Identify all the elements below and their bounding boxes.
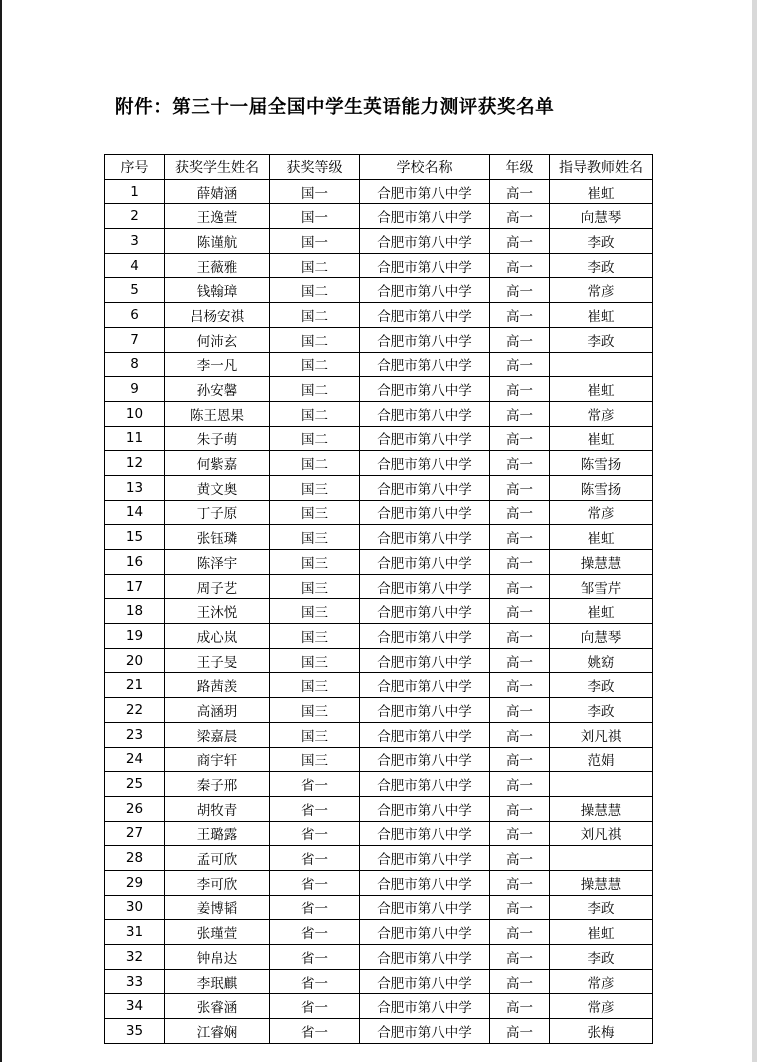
table-row bbox=[105, 920, 653, 945]
table-row bbox=[105, 253, 653, 278]
table-row bbox=[105, 994, 653, 1019]
teacher-name-cell: 常彦 bbox=[550, 401, 653, 426]
student-name-cell: 陈王恩果 bbox=[165, 401, 270, 426]
teacher-name-cell: 常彦 bbox=[550, 994, 653, 1019]
award-level-cell: 国二 bbox=[270, 451, 360, 476]
table-row bbox=[105, 698, 653, 723]
serial-number-cell: 25 bbox=[105, 772, 165, 797]
school-name-cell: 合肥市第八中学 bbox=[360, 401, 490, 426]
table-row bbox=[105, 574, 653, 599]
page-edge-left bbox=[0, 0, 2, 1062]
table-row bbox=[105, 821, 653, 846]
school-name-cell: 合肥市第八中学 bbox=[360, 204, 490, 229]
serial-number-cell: 7 bbox=[105, 327, 165, 352]
teacher-name-cell: 刘凡祺 bbox=[550, 722, 653, 747]
teacher-name-cell: 陈雪扬 bbox=[550, 451, 653, 476]
serial-number-cell: 31 bbox=[105, 920, 165, 945]
serial-number-cell: 5 bbox=[105, 278, 165, 303]
school-name-cell: 合肥市第八中学 bbox=[360, 550, 490, 575]
teacher-name-cell bbox=[550, 846, 653, 871]
teacher-name-cell: 李政 bbox=[550, 698, 653, 723]
student-name-cell: 王薇雅 bbox=[165, 253, 270, 278]
award-level-cell: 国二 bbox=[270, 327, 360, 352]
student-name-cell: 秦子邢 bbox=[165, 772, 270, 797]
page-edge-right bbox=[752, 0, 757, 1062]
header-teacher-name: 指导教师姓名 bbox=[550, 155, 653, 180]
grade-cell: 高一 bbox=[490, 846, 550, 871]
grade-cell: 高一 bbox=[490, 1019, 550, 1044]
grade-cell: 高一 bbox=[490, 648, 550, 673]
student-name-cell: 何紫嘉 bbox=[165, 451, 270, 476]
school-name-cell: 合肥市第八中学 bbox=[360, 179, 490, 204]
teacher-name-cell: 刘凡祺 bbox=[550, 821, 653, 846]
serial-number-cell: 15 bbox=[105, 525, 165, 550]
grade-cell: 高一 bbox=[490, 500, 550, 525]
student-name-cell: 朱子萌 bbox=[165, 426, 270, 451]
teacher-name-cell: 李政 bbox=[550, 327, 653, 352]
grade-cell: 高一 bbox=[490, 179, 550, 204]
school-name-cell: 合肥市第八中学 bbox=[360, 475, 490, 500]
serial-number-cell: 4 bbox=[105, 253, 165, 278]
serial-number-cell: 20 bbox=[105, 648, 165, 673]
teacher-name-cell: 崔虹 bbox=[550, 525, 653, 550]
student-name-cell: 姜博韬 bbox=[165, 895, 270, 920]
table-row bbox=[105, 525, 653, 550]
school-name-cell: 合肥市第八中学 bbox=[360, 624, 490, 649]
header-serial-number: 序号 bbox=[105, 155, 165, 180]
serial-number-cell: 23 bbox=[105, 722, 165, 747]
serial-number-cell: 11 bbox=[105, 426, 165, 451]
student-name-cell: 陈泽宇 bbox=[165, 550, 270, 575]
grade-cell: 高一 bbox=[490, 945, 550, 970]
school-name-cell: 合肥市第八中学 bbox=[360, 796, 490, 821]
table-row bbox=[105, 599, 653, 624]
grade-cell: 高一 bbox=[490, 327, 550, 352]
serial-number-cell: 32 bbox=[105, 945, 165, 970]
award-level-cell: 国一 bbox=[270, 229, 360, 254]
table-row bbox=[105, 401, 653, 426]
award-level-cell: 省一 bbox=[270, 846, 360, 871]
school-name-cell: 合肥市第八中学 bbox=[360, 377, 490, 402]
table-row bbox=[105, 327, 653, 352]
award-level-cell: 省一 bbox=[270, 895, 360, 920]
serial-number-cell: 34 bbox=[105, 994, 165, 1019]
table-row bbox=[105, 500, 653, 525]
school-name-cell: 合肥市第八中学 bbox=[360, 574, 490, 599]
table-row bbox=[105, 945, 653, 970]
serial-number-cell: 14 bbox=[105, 500, 165, 525]
student-name-cell: 王璐露 bbox=[165, 821, 270, 846]
school-name-cell: 合肥市第八中学 bbox=[360, 1019, 490, 1044]
student-name-cell: 胡牧青 bbox=[165, 796, 270, 821]
student-name-cell: 王沐悦 bbox=[165, 599, 270, 624]
school-name-cell: 合肥市第八中学 bbox=[360, 253, 490, 278]
student-name-cell: 丁子原 bbox=[165, 500, 270, 525]
school-name-cell: 合肥市第八中学 bbox=[360, 303, 490, 328]
table-header-row bbox=[105, 155, 653, 180]
header-grade: 年级 bbox=[490, 155, 550, 180]
teacher-name-cell: 崔虹 bbox=[550, 599, 653, 624]
school-name-cell: 合肥市第八中学 bbox=[360, 821, 490, 846]
grade-cell: 高一 bbox=[490, 772, 550, 797]
award-level-cell: 国二 bbox=[270, 352, 360, 377]
school-name-cell: 合肥市第八中学 bbox=[360, 525, 490, 550]
table-row bbox=[105, 278, 653, 303]
grade-cell: 高一 bbox=[490, 920, 550, 945]
award-level-cell: 国二 bbox=[270, 401, 360, 426]
grade-cell: 高一 bbox=[490, 229, 550, 254]
table-row bbox=[105, 969, 653, 994]
award-level-cell: 国三 bbox=[270, 624, 360, 649]
table-row bbox=[105, 550, 653, 575]
award-level-cell: 国三 bbox=[270, 475, 360, 500]
header-award-level: 获奖等级 bbox=[270, 155, 360, 180]
serial-number-cell: 22 bbox=[105, 698, 165, 723]
grade-cell: 高一 bbox=[490, 253, 550, 278]
award-level-cell: 省一 bbox=[270, 870, 360, 895]
teacher-name-cell: 操慧慧 bbox=[550, 870, 653, 895]
serial-number-cell: 26 bbox=[105, 796, 165, 821]
school-name-cell: 合肥市第八中学 bbox=[360, 426, 490, 451]
school-name-cell: 合肥市第八中学 bbox=[360, 994, 490, 1019]
grade-cell: 高一 bbox=[490, 352, 550, 377]
student-name-cell: 钟帛达 bbox=[165, 945, 270, 970]
student-name-cell: 周子艺 bbox=[165, 574, 270, 599]
school-name-cell: 合肥市第八中学 bbox=[360, 920, 490, 945]
serial-number-cell: 13 bbox=[105, 475, 165, 500]
teacher-name-cell: 崔虹 bbox=[550, 179, 653, 204]
award-level-cell: 国三 bbox=[270, 500, 360, 525]
school-name-cell: 合肥市第八中学 bbox=[360, 895, 490, 920]
serial-number-cell: 35 bbox=[105, 1019, 165, 1044]
student-name-cell: 孟可欣 bbox=[165, 846, 270, 871]
teacher-name-cell: 崔虹 bbox=[550, 303, 653, 328]
teacher-name-cell: 崔虹 bbox=[550, 920, 653, 945]
table-row bbox=[105, 846, 653, 871]
grade-cell: 高一 bbox=[490, 525, 550, 550]
serial-number-cell: 3 bbox=[105, 229, 165, 254]
school-name-cell: 合肥市第八中学 bbox=[360, 648, 490, 673]
student-name-cell: 黄文奥 bbox=[165, 475, 270, 500]
student-name-cell: 薛婧涵 bbox=[165, 179, 270, 204]
school-name-cell: 合肥市第八中学 bbox=[360, 772, 490, 797]
school-name-cell: 合肥市第八中学 bbox=[360, 698, 490, 723]
award-table bbox=[104, 154, 653, 1044]
table-row bbox=[105, 722, 653, 747]
student-name-cell: 何沛玄 bbox=[165, 327, 270, 352]
school-name-cell: 合肥市第八中学 bbox=[360, 451, 490, 476]
student-name-cell: 王逸萱 bbox=[165, 204, 270, 229]
grade-cell: 高一 bbox=[490, 796, 550, 821]
award-level-cell: 省一 bbox=[270, 772, 360, 797]
teacher-name-cell: 范娟 bbox=[550, 747, 653, 772]
serial-number-cell: 18 bbox=[105, 599, 165, 624]
grade-cell: 高一 bbox=[490, 698, 550, 723]
school-name-cell: 合肥市第八中学 bbox=[360, 722, 490, 747]
table-row bbox=[105, 377, 653, 402]
award-level-cell: 国二 bbox=[270, 303, 360, 328]
grade-cell: 高一 bbox=[490, 401, 550, 426]
serial-number-cell: 10 bbox=[105, 401, 165, 426]
award-level-cell: 国三 bbox=[270, 648, 360, 673]
grade-cell: 高一 bbox=[490, 821, 550, 846]
award-level-cell: 国二 bbox=[270, 377, 360, 402]
school-name-cell: 合肥市第八中学 bbox=[360, 747, 490, 772]
teacher-name-cell: 崔虹 bbox=[550, 377, 653, 402]
teacher-name-cell: 操慧慧 bbox=[550, 550, 653, 575]
award-level-cell: 国三 bbox=[270, 574, 360, 599]
serial-number-cell: 30 bbox=[105, 895, 165, 920]
teacher-name-cell: 崔虹 bbox=[550, 426, 653, 451]
school-name-cell: 合肥市第八中学 bbox=[360, 327, 490, 352]
award-level-cell: 国三 bbox=[270, 698, 360, 723]
teacher-name-cell: 陈雪扬 bbox=[550, 475, 653, 500]
table-row bbox=[105, 204, 653, 229]
teacher-name-cell: 向慧琴 bbox=[550, 204, 653, 229]
student-name-cell: 陈谨航 bbox=[165, 229, 270, 254]
grade-cell: 高一 bbox=[490, 722, 550, 747]
teacher-name-cell bbox=[550, 772, 653, 797]
teacher-name-cell: 李政 bbox=[550, 253, 653, 278]
teacher-name-cell: 李政 bbox=[550, 945, 653, 970]
serial-number-cell: 1 bbox=[105, 179, 165, 204]
student-name-cell: 李珉麒 bbox=[165, 969, 270, 994]
teacher-name-cell: 常彦 bbox=[550, 278, 653, 303]
grade-cell: 高一 bbox=[490, 426, 550, 451]
award-level-cell: 国一 bbox=[270, 179, 360, 204]
student-name-cell: 张瑾萱 bbox=[165, 920, 270, 945]
teacher-name-cell: 李政 bbox=[550, 229, 653, 254]
student-name-cell: 梁嘉晨 bbox=[165, 722, 270, 747]
school-name-cell: 合肥市第八中学 bbox=[360, 229, 490, 254]
teacher-name-cell: 向慧琴 bbox=[550, 624, 653, 649]
serial-number-cell: 28 bbox=[105, 846, 165, 871]
grade-cell: 高一 bbox=[490, 969, 550, 994]
header-school-name: 学校名称 bbox=[360, 155, 490, 180]
serial-number-cell: 21 bbox=[105, 673, 165, 698]
serial-number-cell: 16 bbox=[105, 550, 165, 575]
grade-cell: 高一 bbox=[490, 895, 550, 920]
award-level-cell: 国二 bbox=[270, 426, 360, 451]
student-name-cell: 王子旻 bbox=[165, 648, 270, 673]
award-level-cell: 省一 bbox=[270, 969, 360, 994]
school-name-cell: 合肥市第八中学 bbox=[360, 500, 490, 525]
serial-number-cell: 17 bbox=[105, 574, 165, 599]
table-row bbox=[105, 772, 653, 797]
table-row bbox=[105, 895, 653, 920]
student-name-cell: 李可欣 bbox=[165, 870, 270, 895]
award-level-cell: 国二 bbox=[270, 253, 360, 278]
student-name-cell: 商宇轩 bbox=[165, 747, 270, 772]
teacher-name-cell: 姚窈 bbox=[550, 648, 653, 673]
award-level-cell: 省一 bbox=[270, 994, 360, 1019]
teacher-name-cell: 李政 bbox=[550, 673, 653, 698]
grade-cell: 高一 bbox=[490, 278, 550, 303]
table-body bbox=[105, 179, 653, 1043]
table-row bbox=[105, 451, 653, 476]
student-name-cell: 李一凡 bbox=[165, 352, 270, 377]
table-row bbox=[105, 673, 653, 698]
grade-cell: 高一 bbox=[490, 475, 550, 500]
document-title: 附件：第三十一届全国中学生英语能力测评获奖名单 bbox=[115, 97, 555, 118]
student-name-cell: 张睿涵 bbox=[165, 994, 270, 1019]
table-row bbox=[105, 229, 653, 254]
award-level-cell: 国一 bbox=[270, 204, 360, 229]
grade-cell: 高一 bbox=[490, 673, 550, 698]
teacher-name-cell: 邹雪芹 bbox=[550, 574, 653, 599]
award-level-cell: 省一 bbox=[270, 796, 360, 821]
table-row bbox=[105, 796, 653, 821]
grade-cell: 高一 bbox=[490, 550, 550, 575]
student-name-cell: 张钰璘 bbox=[165, 525, 270, 550]
grade-cell: 高一 bbox=[490, 747, 550, 772]
serial-number-cell: 33 bbox=[105, 969, 165, 994]
grade-cell: 高一 bbox=[490, 870, 550, 895]
award-level-cell: 国二 bbox=[270, 278, 360, 303]
serial-number-cell: 8 bbox=[105, 352, 165, 377]
table-row bbox=[105, 303, 653, 328]
grade-cell: 高一 bbox=[490, 204, 550, 229]
grade-cell: 高一 bbox=[490, 994, 550, 1019]
table-row bbox=[105, 870, 653, 895]
student-name-cell: 高涵玥 bbox=[165, 698, 270, 723]
school-name-cell: 合肥市第八中学 bbox=[360, 870, 490, 895]
table-row bbox=[105, 747, 653, 772]
school-name-cell: 合肥市第八中学 bbox=[360, 969, 490, 994]
teacher-name-cell: 操慧慧 bbox=[550, 796, 653, 821]
student-name-cell: 路茜羡 bbox=[165, 673, 270, 698]
teacher-name-cell: 李政 bbox=[550, 895, 653, 920]
student-name-cell: 江睿娴 bbox=[165, 1019, 270, 1044]
table-row bbox=[105, 352, 653, 377]
award-level-cell: 国三 bbox=[270, 722, 360, 747]
teacher-name-cell: 常彦 bbox=[550, 969, 653, 994]
serial-number-cell: 2 bbox=[105, 204, 165, 229]
award-level-cell: 国三 bbox=[270, 550, 360, 575]
school-name-cell: 合肥市第八中学 bbox=[360, 673, 490, 698]
award-level-cell: 国三 bbox=[270, 599, 360, 624]
table-row bbox=[105, 624, 653, 649]
school-name-cell: 合肥市第八中学 bbox=[360, 599, 490, 624]
student-name-cell: 钱翰璋 bbox=[165, 278, 270, 303]
award-level-cell: 省一 bbox=[270, 1019, 360, 1044]
school-name-cell: 合肥市第八中学 bbox=[360, 278, 490, 303]
table-row bbox=[105, 426, 653, 451]
table-row bbox=[105, 475, 653, 500]
award-level-cell: 省一 bbox=[270, 821, 360, 846]
grade-cell: 高一 bbox=[490, 303, 550, 328]
student-name-cell: 孙安馨 bbox=[165, 377, 270, 402]
serial-number-cell: 29 bbox=[105, 870, 165, 895]
grade-cell: 高一 bbox=[490, 377, 550, 402]
table-row bbox=[105, 179, 653, 204]
table-row bbox=[105, 1019, 653, 1044]
serial-number-cell: 24 bbox=[105, 747, 165, 772]
teacher-name-cell bbox=[550, 352, 653, 377]
school-name-cell: 合肥市第八中学 bbox=[360, 945, 490, 970]
table-row bbox=[105, 648, 653, 673]
serial-number-cell: 27 bbox=[105, 821, 165, 846]
serial-number-cell: 6 bbox=[105, 303, 165, 328]
grade-cell: 高一 bbox=[490, 451, 550, 476]
grade-cell: 高一 bbox=[490, 599, 550, 624]
grade-cell: 高一 bbox=[490, 574, 550, 599]
serial-number-cell: 19 bbox=[105, 624, 165, 649]
teacher-name-cell: 常彦 bbox=[550, 500, 653, 525]
student-name-cell: 成心岚 bbox=[165, 624, 270, 649]
award-level-cell: 国三 bbox=[270, 673, 360, 698]
award-level-cell: 国三 bbox=[270, 747, 360, 772]
award-level-cell: 省一 bbox=[270, 920, 360, 945]
grade-cell: 高一 bbox=[490, 624, 550, 649]
school-name-cell: 合肥市第八中学 bbox=[360, 846, 490, 871]
student-name-cell: 吕杨安祺 bbox=[165, 303, 270, 328]
school-name-cell: 合肥市第八中学 bbox=[360, 352, 490, 377]
header-student-name: 获奖学生姓名 bbox=[165, 155, 270, 180]
serial-number-cell: 12 bbox=[105, 451, 165, 476]
award-level-cell: 省一 bbox=[270, 945, 360, 970]
teacher-name-cell: 张梅 bbox=[550, 1019, 653, 1044]
award-level-cell: 国三 bbox=[270, 525, 360, 550]
serial-number-cell: 9 bbox=[105, 377, 165, 402]
